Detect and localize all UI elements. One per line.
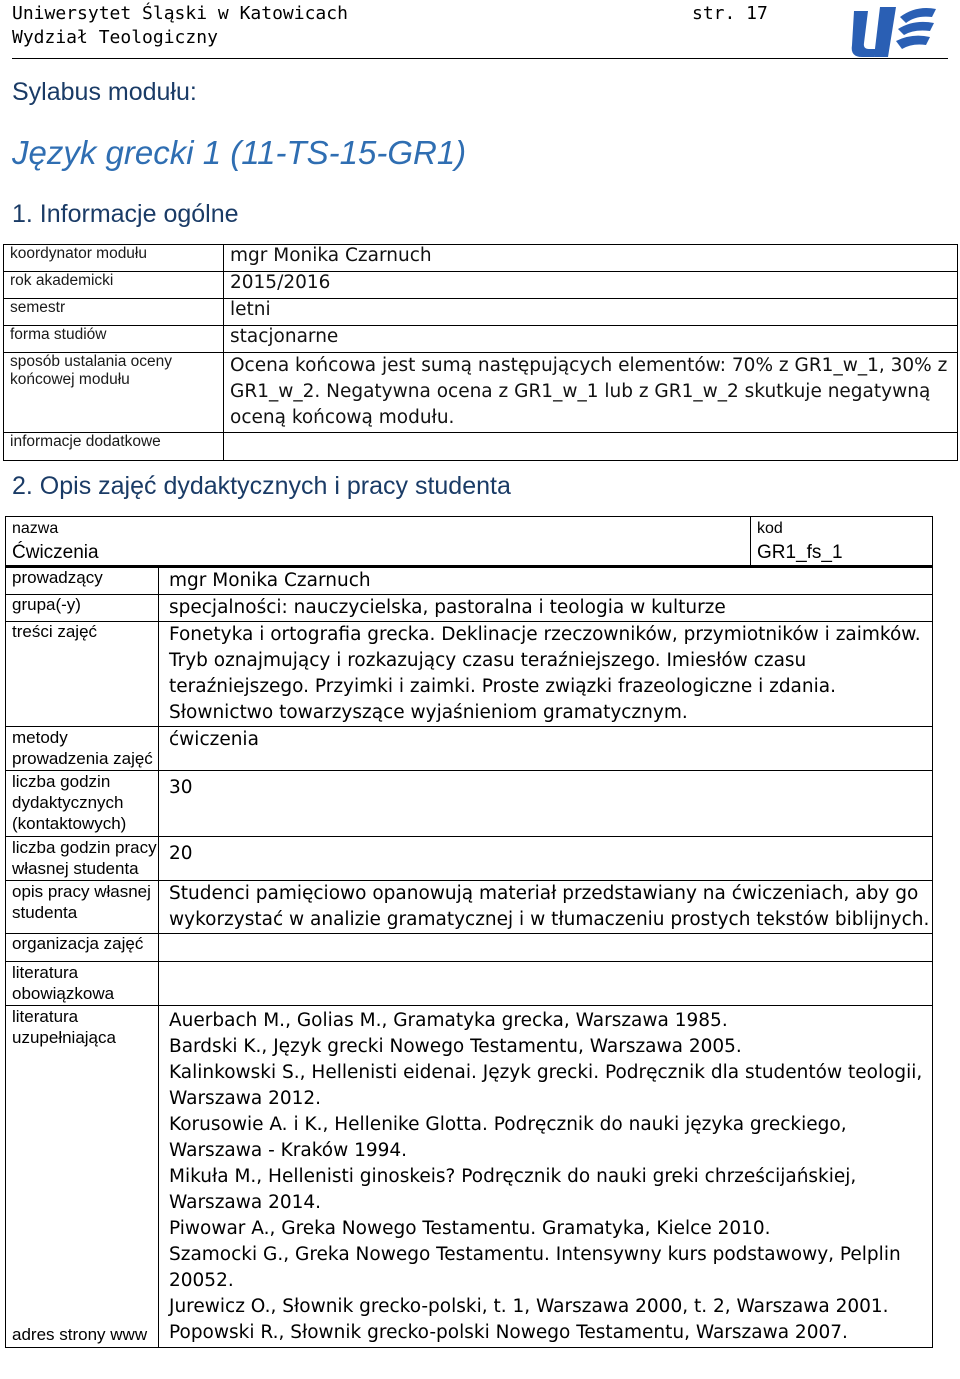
course-name-cell (6, 517, 751, 567)
syllabus-label: Sylabus modułu: (12, 78, 197, 106)
module-title: Język grecki 1 (11-TS-15-GR1) (12, 134, 467, 171)
label-self-study-desc: opis pracy własnej studenta (6, 881, 159, 934)
literature-item: Jurewicz O., Słownik grecko-polski, t. 1, Warszawa 2000, t. 2, Warszawa 2001. (169, 1296, 889, 1317)
label-contact-hours: liczba godzin dydaktycznych (kontaktowych) (6, 771, 159, 837)
label-supplementary-literature-cell (6, 1006, 159, 1348)
literature-item: Piwowar A., Greka Nowego Testamentu. Gramatyka, Kielce 2010. (169, 1218, 771, 1239)
value-required-literature (159, 962, 933, 1006)
page-number: str. 17 (692, 3, 768, 24)
value-academic-year: 2015/2016 (224, 272, 958, 299)
label-name: nazwa (12, 520, 59, 537)
value-groups: specjalności: nauczycielska, pastoralna i teologia w kulturze (159, 595, 933, 622)
label-code: kod (757, 520, 783, 537)
value-semester: letni (224, 299, 958, 326)
literature-item: Auerbach M., Golias M., Gramatyka grecka, Warszawa 1985. (169, 1010, 728, 1031)
value-methods: ćwiczenia (159, 727, 933, 771)
section1-heading: 1. Informacje ogólne (12, 200, 239, 228)
section2-heading: 2. Opis zajęć dydaktycznych i pracy studenta (12, 472, 511, 500)
literature-item: Kalinkowski S., Hellenisti eidenai. Język grecki. Podręcznik dla studentów teologii, Warszawa 2012. (169, 1062, 923, 1109)
value-coordinator: mgr Monika Czarnuch (224, 245, 958, 272)
university-name: Uniwersytet Śląski w Katowicach (12, 3, 348, 24)
value-content: Fonetyka i ortografia grecka. Deklinacje rzeczowników, przymiotników i zaimków. Tryb oznajmujący i rozkazujący czasu teraźniejszego. Imiesłów czasu teraźniejszego. Przyimki i zaimki. Proste związki frazeologiczne i zdania. Słownictwo towarzyszące wyjaśnieniom gramatycznym. (159, 622, 933, 727)
general-info-table (3, 244, 958, 461)
value-grading: Ocena końcowa jest sumą następujących elementów: 70% z GR1_w_1, 30% z GR1_w_2. Negatywna ocena z GR1_w_1 lub z GR1_w_2 skutkuje negatywną oceną końcową modułu. (224, 353, 958, 433)
faculty-name: Wydział Teologiczny (12, 27, 218, 48)
label-supplementary-literature: literatura uzupełniająca (12, 1007, 116, 1047)
label-academic-year: rok akademicki (4, 272, 224, 299)
value-contact-hours: 30 (159, 771, 933, 837)
label-required-literature: literatura obowiązkowa (6, 962, 159, 1006)
literature-item: Szamocki G., Greka Nowego Testamentu. Intensywny kurs podstawowy, Pelplin 20052. (169, 1244, 901, 1291)
label-additional-info: informacje dodatkowe (4, 433, 224, 461)
label-coordinator: koordynator modułu (4, 245, 224, 272)
label-organization: organizacja zajęć (6, 934, 159, 962)
label-content: treści zajęć (6, 622, 159, 727)
supplementary-literature-list (159, 1006, 933, 1348)
university-logo (846, 3, 938, 61)
value-self-study-hours: 20 (159, 837, 933, 881)
label-instructor: prowadzący (6, 567, 159, 595)
value-self-study-desc: Studenci pamięciowo opanowują materiał przedstawiany na ćwiczeniach, aby go wykorzystać w analizie gramatycznej i w tłumaczeniu prostych tekstów biblijnych. (159, 881, 933, 934)
value-additional-info (224, 433, 958, 461)
value-name: Ćwiczenia (12, 542, 99, 563)
label-grading: sposób ustalania oceny końcowej modułu (4, 353, 224, 433)
literature-item: Popowski R., Słownik grecko-polski Nowego Testamentu, Warszawa 2007. (169, 1322, 848, 1343)
label-study-form: forma studiów (4, 326, 224, 353)
header-left (12, 2, 348, 50)
value-study-form: stacjonarne (224, 326, 958, 353)
course-details-table (5, 516, 933, 1348)
label-methods: metody prowadzenia zajęć (6, 727, 159, 771)
label-self-study-hours: liczba godzin pracy własnej studenta (6, 837, 159, 881)
label-semester: semestr (4, 299, 224, 326)
literature-item: Korusowie A. i K., Hellenike Glotta. Podręcznik do nauki języka greckiego, Warszawa - Kraków 1994. (169, 1114, 847, 1161)
label-groups: grupa(-y) (6, 595, 159, 622)
value-organization (159, 934, 933, 962)
literature-item: Bardski K., Język grecki Nowego Testamentu, Warszawa 2005. (169, 1036, 742, 1057)
literature-item: Mikuła M., Hellenisti ginoskeis? Podręcznik do nauki greki chrześcijańskiej, Warszawa 2014. (169, 1166, 857, 1213)
label-www: adres strony www (12, 1325, 148, 1344)
value-code: GR1_fs_1 (757, 542, 843, 563)
header-divider (12, 58, 948, 59)
course-code-cell (751, 517, 933, 567)
value-instructor: mgr Monika Czarnuch (159, 567, 933, 595)
